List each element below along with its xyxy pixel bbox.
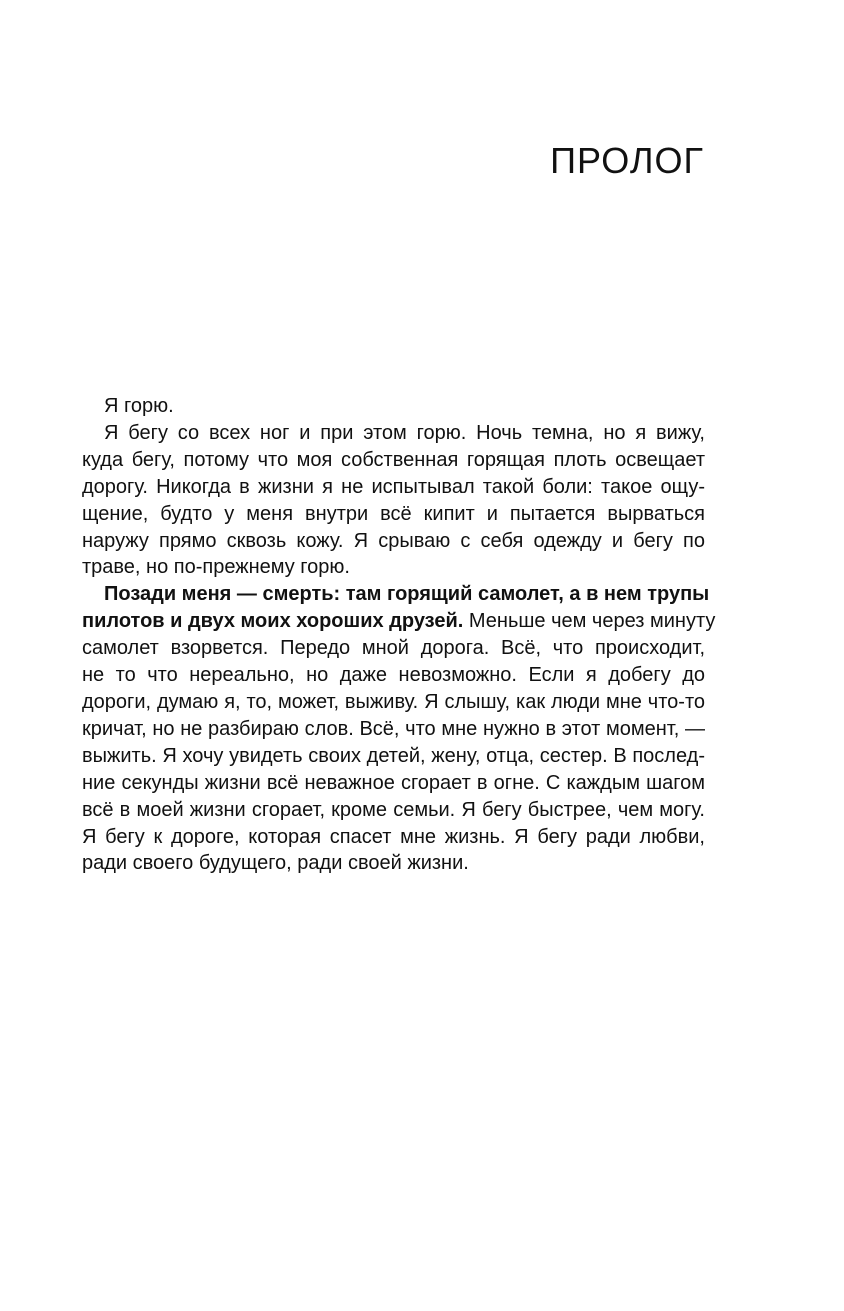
text-line: наружу прямо сквозь кожу. Я срываю с себя одежду и бегу по xyxy=(82,529,705,552)
text-line: всё в моей жизни сгорает, кроме семьи. Я бегу быстрее, чем могу. xyxy=(82,798,705,821)
text-line: куда бегу, потому что моя собственная горящая плоть освещает xyxy=(82,448,705,471)
text-line-mixed xyxy=(82,608,716,635)
text-line: дорогу. Никогда в жизни я не испытывал такой боли: такое ощу- xyxy=(82,475,705,498)
text-line: ние секунды жизни всё неважное сгорает в огне. С каждым шагом xyxy=(82,771,705,794)
text-line: Я бегу к дороге, которая спасет мне жизнь. Я бегу ради любви, xyxy=(82,825,705,848)
paragraph-2 xyxy=(82,420,705,581)
bold-text: Позади меня — смерть: там горящий самолет, а в нем трупы xyxy=(104,583,710,606)
text-line: Я бегу со всех ног и при этом горю. Ночь темна, но я вижу, xyxy=(104,421,705,444)
chapter-title: ПРОЛОГ xyxy=(550,140,704,181)
text-line: Я горю. xyxy=(104,395,174,417)
text-line: щение, будто у меня внутри всё кипит и пытается вырваться xyxy=(82,502,705,525)
text-line: дороги, думаю я, то, может, выживу. Я слышу, как люди мне что-то xyxy=(82,690,705,713)
text-line: траве, но по-прежнему горю. xyxy=(82,556,350,579)
text-line: самолет взорвется. Передо мной дорога. Всё, что происходит, xyxy=(82,637,705,660)
text-body xyxy=(82,393,716,877)
paragraph-1 xyxy=(82,393,705,420)
paragraph-3 xyxy=(82,581,716,877)
text-line: кричат, но не разбираю слов. Всё, что мне нужно в этот момент, — xyxy=(82,717,705,740)
text-line: ради своего будущего, ради своей жизни. xyxy=(82,852,469,875)
text-line: не то что нереально, но даже невозможно. Если я добегу до xyxy=(82,664,705,687)
text-segment: Меньше чем через минуту xyxy=(463,610,716,633)
bold-text: пилотов и двух моих хороших друзей. xyxy=(82,610,464,633)
text-line: выжить. Я хочу увидеть своих детей, жену, отца, сестер. В послед- xyxy=(82,744,705,767)
text-line-bold xyxy=(82,581,710,608)
